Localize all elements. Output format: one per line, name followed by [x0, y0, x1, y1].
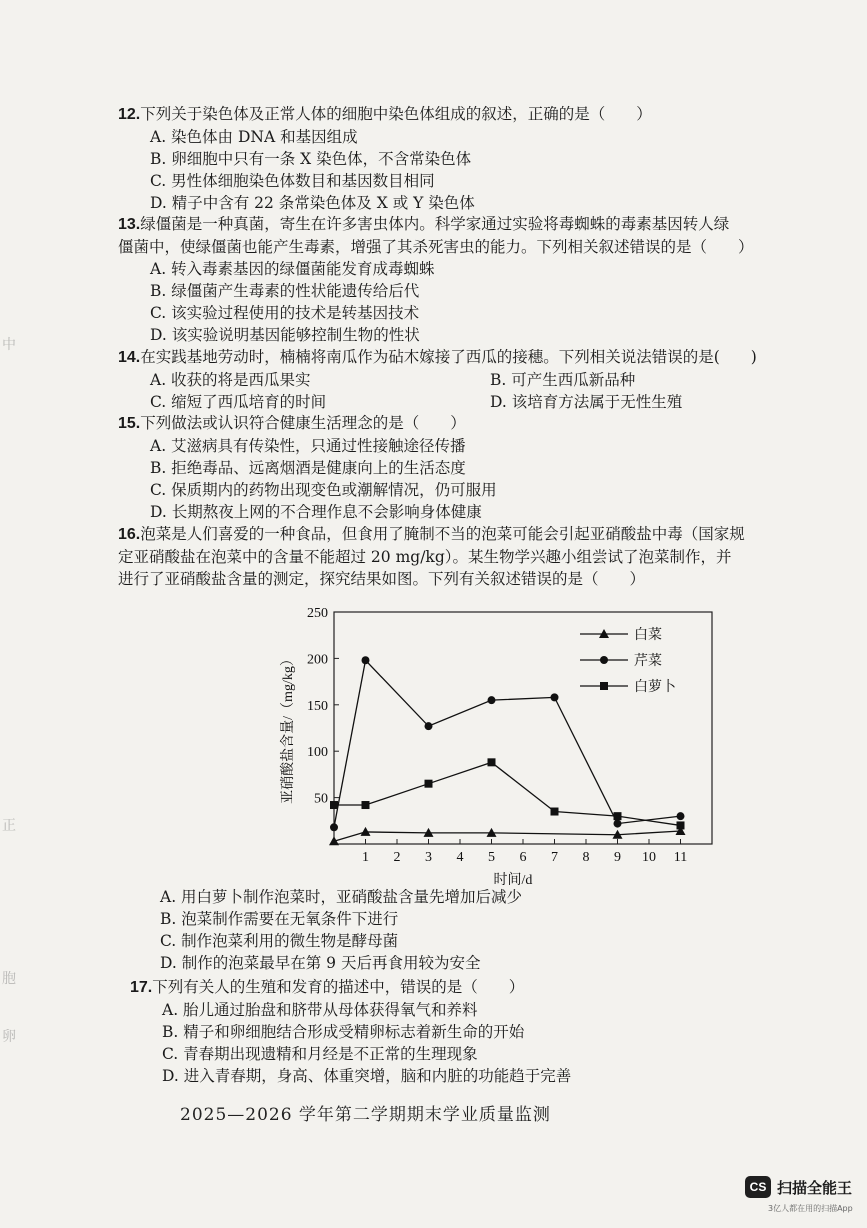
question-stem-line: 绿僵菌是一种真菌，寄生在许多害虫体内。科学家通过实验将毒蜘蛛的毒素基因转人绿 — [140, 215, 730, 233]
data-point-circle — [425, 722, 433, 730]
legend-marker-square — [600, 682, 608, 690]
option-c: C. 缩短了西瓜培育的时间 — [150, 393, 327, 411]
series-line-square — [334, 762, 681, 825]
question-stem-line: 泡菜是人们喜爱的一种食品，但食用了腌制不当的泡菜可能会引起亚硝酸盐中毒（国家规 — [140, 525, 745, 543]
question-16 — [118, 523, 853, 590]
scanner-tagline: 3亿人都在用的扫描App — [768, 1204, 853, 1213]
plot-frame — [334, 612, 712, 844]
option-a: A. 收获的将是西瓜果实 — [150, 371, 311, 389]
question-number: 17. — [130, 979, 153, 996]
scanner-app-name: 扫描全能王 — [777, 1178, 853, 1197]
margin-fragment: 卵 — [2, 1029, 16, 1045]
option-d: D. 精子中含有 22 条常染色体及 X 或 Y 染色体 — [150, 194, 475, 212]
series-line-circle — [334, 660, 681, 827]
y-tick-label: 100 — [307, 745, 328, 761]
option-a: A. 用白萝卜制作泡菜时，亚硝酸盐含量先增加后减少 — [160, 888, 523, 906]
option-b: B. 精子和卵细胞结合形成受精卵标志着新生命的开始 — [162, 1023, 525, 1041]
data-point-square — [677, 821, 685, 829]
option-c: C. 青春期出现遗精和月经是不正常的生理现象 — [162, 1045, 478, 1063]
x-tick-label: 6 — [519, 850, 527, 865]
data-point-circle — [330, 823, 338, 831]
question-number: 16. — [118, 526, 141, 543]
x-tick-label: 7 — [551, 850, 558, 865]
question-15 — [118, 412, 853, 523]
option-b: B. 泡菜制作需要在无氧条件下进行 — [160, 910, 399, 928]
question-number: 14. — [118, 349, 141, 366]
x-tick-label: 8 — [582, 850, 590, 865]
margin-fragment: 胞 — [2, 971, 16, 987]
option-b: B. 卵细胞中只有一条 X 染色体，不含常染色体 — [150, 150, 472, 168]
data-point-square — [425, 780, 433, 788]
nitrite-chart — [270, 600, 720, 885]
x-tick-label: 11 — [673, 850, 688, 865]
question-stem-line: 进行了亚硝酸盐含量的测定，探究结果如图。下列有关叙述错误的是（ ） — [118, 570, 646, 588]
option-a: A. 胎儿通过胎盘和脐带从母体获得氧气和养料 — [162, 1001, 478, 1019]
question-stem: 下列做法或认识符合健康生活理念的是（ ） — [140, 414, 466, 432]
legend-label: 芹菜 — [634, 654, 662, 669]
x-tick-label: 2 — [393, 850, 401, 865]
option-c: C. 男性体细胞染色体数目和基因数目相同 — [150, 172, 435, 190]
question-17 — [130, 976, 865, 1087]
question-stem-line: 定亚硝酸盐在泡菜中的含量不能超过 20 mg/kg）。某生物学兴趣小组尝试了泡菜制作，并 — [118, 548, 732, 566]
y-tick-label: 250 — [307, 606, 328, 621]
legend-label: 白菜 — [634, 628, 662, 643]
option-a: A. 转入毒素基因的绿僵菌能发育成毒蜘蛛 — [150, 260, 435, 278]
x-tick-label: 3 — [425, 850, 432, 865]
question-stem-line: 僵菌中，使绿僵菌也能产生毒素，增强了其杀死害虫的能力。下列相关叙述错误的是（ ） — [118, 238, 754, 256]
option-d: D. 进入青春期，身高、体重突增，脑和内脏的功能趋于完善 — [162, 1067, 572, 1085]
legend-label: 白萝卜 — [634, 680, 676, 695]
data-point-square — [551, 808, 559, 816]
option-c: C. 该实验过程使用的技术是转基因技术 — [150, 304, 420, 322]
data-point-square — [362, 801, 370, 809]
x-tick-label: 1 — [362, 850, 369, 865]
option-d: D. 长期熬夜上网的不合理作息不会影响身体健康 — [150, 503, 482, 521]
data-point-circle — [614, 820, 622, 828]
question-stem: 下列有关人的生殖和发育的描述中，错误的是（ ） — [152, 978, 525, 996]
y-tick-label: 50 — [314, 791, 328, 807]
margin-fragment: 正 — [2, 818, 16, 834]
y-axis-label: 亚硝酸盐含量/（mg/kg） — [281, 652, 296, 804]
question-number: 12. — [118, 106, 141, 123]
x-tick-label: 5 — [488, 850, 495, 865]
question-stem: 下列关于染色体及正常人体的细胞中染色体组成的叙述，正确的是（ ） — [140, 105, 652, 123]
question-16-options — [128, 886, 863, 974]
question-12 — [118, 103, 853, 214]
option-b: B. 拒绝毒品、远离烟酒是健康向上的生活态度 — [150, 459, 466, 477]
x-tick-label: 10 — [642, 850, 656, 865]
question-14 — [118, 346, 853, 413]
question-number: 15. — [118, 415, 141, 432]
margin-fragment: 中 — [2, 337, 16, 353]
page-footer: 2025—2026 学年第二学期期末学业质量监测 — [180, 1105, 551, 1125]
option-a: A. 染色体由 DNA 和基因组成 — [150, 128, 358, 146]
x-tick-label: 4 — [456, 850, 464, 865]
option-d: D. 该实验说明基因能够控制生物的性状 — [150, 326, 420, 344]
series-line-triangle — [334, 831, 681, 841]
x-tick-label: 9 — [614, 850, 621, 865]
option-b: B. 可产生西瓜新品种 — [490, 371, 636, 389]
question-13 — [118, 213, 853, 346]
data-point-circle — [677, 812, 685, 820]
data-point-circle — [488, 696, 496, 704]
data-point-square — [488, 758, 496, 766]
chart-svg — [270, 600, 720, 885]
data-point-circle — [551, 693, 559, 701]
scanner-watermark — [745, 1176, 852, 1198]
option-b: B. 绿僵菌产生毒素的性状能遗传给后代 — [150, 282, 420, 300]
legend-marker-circle — [600, 656, 608, 664]
option-d: D. 该培育方法属于无性生殖 — [490, 393, 683, 411]
data-point-circle — [362, 656, 370, 664]
data-point-square — [330, 801, 338, 809]
y-tick-label: 150 — [307, 698, 328, 714]
x-axis-label: 时间/d — [493, 873, 533, 885]
data-point-square — [614, 812, 622, 820]
scanner-logo-icon: CS — [745, 1176, 771, 1198]
question-number: 13. — [118, 216, 141, 233]
option-a: A. 艾滋病具有传染性，只通过性接触途径传播 — [150, 437, 466, 455]
option-c: C. 制作泡菜利用的微生物是酵母菌 — [160, 932, 399, 950]
y-tick-label: 200 — [307, 652, 328, 668]
option-d: D. 制作的泡菜最早在第 9 天后再食用较为安全 — [160, 954, 481, 972]
question-stem: 在实践基地劳动时，楠楠将南瓜作为砧木嫁接了西瓜的接穗。下列相关说法错误的是( ) — [140, 348, 757, 366]
option-c: C. 保质期内的药物出现变色或潮解情况，仍可服用 — [150, 481, 497, 499]
